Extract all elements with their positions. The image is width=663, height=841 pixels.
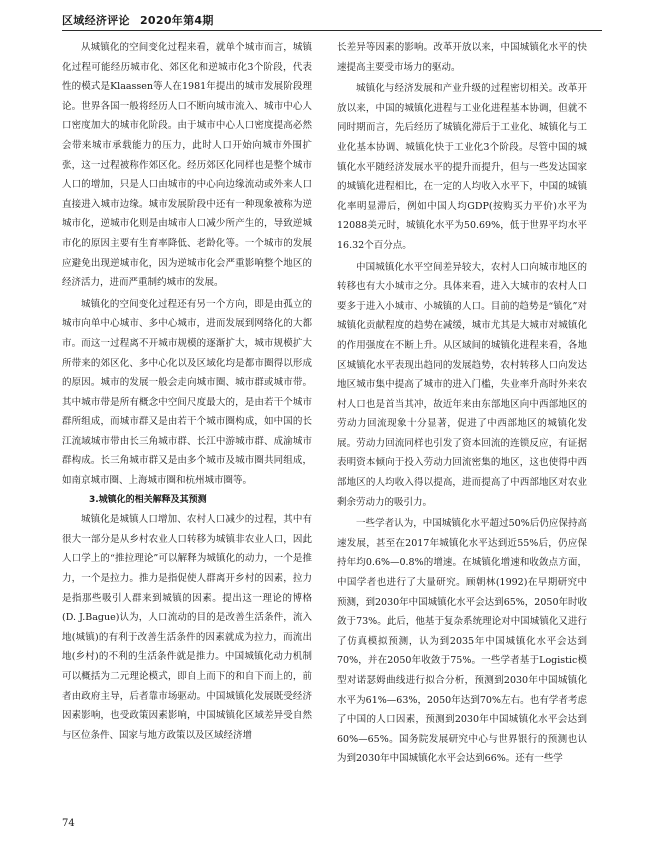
paragraph-push-pull-theory: 城镇化是城镇人口增加、农村人口减少的过程，其中有很大一部分是从乡村农业人口转移为城镇非农业人口，因此人口学上的“推拉理论”可以解释为城镇化的动力，一个是推力，一个是拉力。推力是指促使人群离开乡村的因素，拉力是指那些吸引人群来到城镇的因素。提出这一理论的博格(D. J.Bague)认为，人口流动的目的是改善生活条件，流入地(城镇)的有利于改善生活条件的因素就成为拉力，而流出地(乡村)的不利的生活条件就是推力。中国城镇化动力机制可以概括为二元理论模式，即自上而下的和自下而上的，前者由政府主导，后者靠市场驱动。中国城镇化发展既受经济因素影响，也受政策因素影响，中国城镇化区域差异受自然与区位条件、国家与地方政策以及区域经济增 [62, 514, 312, 741]
journal-title: 区域经济评论 [62, 14, 130, 27]
paragraph-spatial-difference: 中国城镇化水平空间差异较大，农村人口向城市地区的转移也有大小城市之分。具体来看，进入大城市的农村人口要多于进入小城市、小城镇的人口。目前的趋势是“镇化”对城镇化贡献程度的趋势在减缓，城市尤其是大城市对城镇化的作用强度在不断上升。从区域间的城镇化进程来看，各地区城镇化水平表现出趋同的发展趋势，农村转移人口向发达地区城市集中提高了城市的进入门槛，失业率升高时外来农村人口也是首当其冲，故近年来由东部地区向中西部地区的劳动力回流现象十分显著，促进了中西部地区的城镇化发展。劳动力回流同样也引发了资本回流的连锁反应，有证据表明资本倾向于投入劳动力回流密集的地区，这也使得中西部地区的人均收入得以提高，进而提高了中西部地区对农业剩余劳动力的吸引力。 [337, 261, 587, 508]
paragraph-continuation: 长差异等因素的影响。改革开放以来，中国城镇化水平的快速提高主要受市场力的驱动。 [337, 42, 587, 73]
paragraph-forecast: 一些学者认为，中国城镇化水平超过50%后仍应保持高速发展，甚至在2017年城镇化水平达到近55%后，仍应保持年均0.6%—0.8%的增速。在城镇化增速和收敛点方面，中国学者也进行了大量研究。顾朝林(1992)在早期研究中预测，到2030年中国城镇化水平会达到65%，2050年时收敛于73%。此后，他基于复杂系统理论对中国城镇化又进行了仿真模拟预测，认为到2035年中国城镇化水平会达到70%，并在2050年收敛于75%。一些学者基于Logistic模型对诺瑟姆曲线进行拟合分析，预测到2030年中国城镇化水平为61%—63%，2050年达到70%左右。也有学者考虑了中国的人口因素，预测到2030年中国城镇化水平会达到60%—65%。国务院发展研究中心与世界银行的预测也认为到2030年中国城镇化水平会达到66%。还有一些学 [337, 518, 587, 765]
right-column [337, 38, 587, 769]
paragraph-metropolitan-development: 城镇化的空间变化过程还有另一个方向，即是由孤立的城市向单中心城市、多中心城市，进而发展到网络化的大都市。而这一过程离不开城市规模的逐渐扩大，城市规模扩大所带来的郊区化、多中心化以及区域化均是都市圈得以形成的原因。城市的发展一般会走向城市圈、城市群或城市带。其中城市带是所有概念中空间尺度最大的，是由若干个城市群所组成，而城市群又是由若干个城市圈构成，如中国的长江流域城市带由长三角城市群、长江中游城市群、成渝城市群构成。长三角城市群又是由多个城市及城市圈共同组成，如南京城市圈、上海城市圈和杭州城市圈等。 [62, 298, 312, 487]
paragraph-spatial-change: 从城镇化的空间变化过程来看，就单个城市而言，城镇化过程可能经历城市化、郊区化和逆城市化3个阶段，代表性的模式是Klaassen等人在1981年提出的城市发展阶段理论。世界各国一般将经历人口不断向城市流入、城市中心人口密度加大的城市化阶段。由于城市中心人口密度提高必然会带来城市承载能力的压力，此时人口开始向城市外围扩张，这一过程被称作郊区化。经历郊区化同样也是整个城市人口的增加，只是人口由城市的中心向边缘流动或外来人口直接进入城市边缘。城市发展阶段中还有一种现象被称为逆城市化，逆城市化则是由城市人口减少所产生的，导致逆城市化的原因主要有生育率降低、老龄化等。一个城市的发展应避免出现逆城市化，因为逆城市化会严重影响整个地区的经济活力，进而严重制约城市的发展。 [62, 42, 312, 289]
section-title: 3.城镇化的相关解释及其预测 [89, 494, 207, 505]
header-rule [62, 30, 602, 31]
left-column [62, 38, 312, 745]
issue-label: 2020年第4期 [139, 14, 214, 27]
running-header [62, 12, 602, 30]
page-number: 74 [62, 818, 75, 829]
paragraph-industrialization: 城镇化与经济发展和产业升级的过程密切相关。改革开放以来，中国的城镇化进程与工业化进程基本协调，但就不同时期而言，先后经历了城镇化滞后于工业化、城镇化与工业化基本协调、城镇化快于工业化3个阶段。尽管中国的城镇化水平随经济发展水平的提升而提升，但与一些发达国家的城镇化进程相比，在一定的人均收入水平下，中国的城镇化率明显滞后，例如中国人均GDP(按购买力平价)水平为12088美元时，城镇化水平为50.69%，低于世界平均水平16.32个百分点。 [337, 83, 587, 251]
